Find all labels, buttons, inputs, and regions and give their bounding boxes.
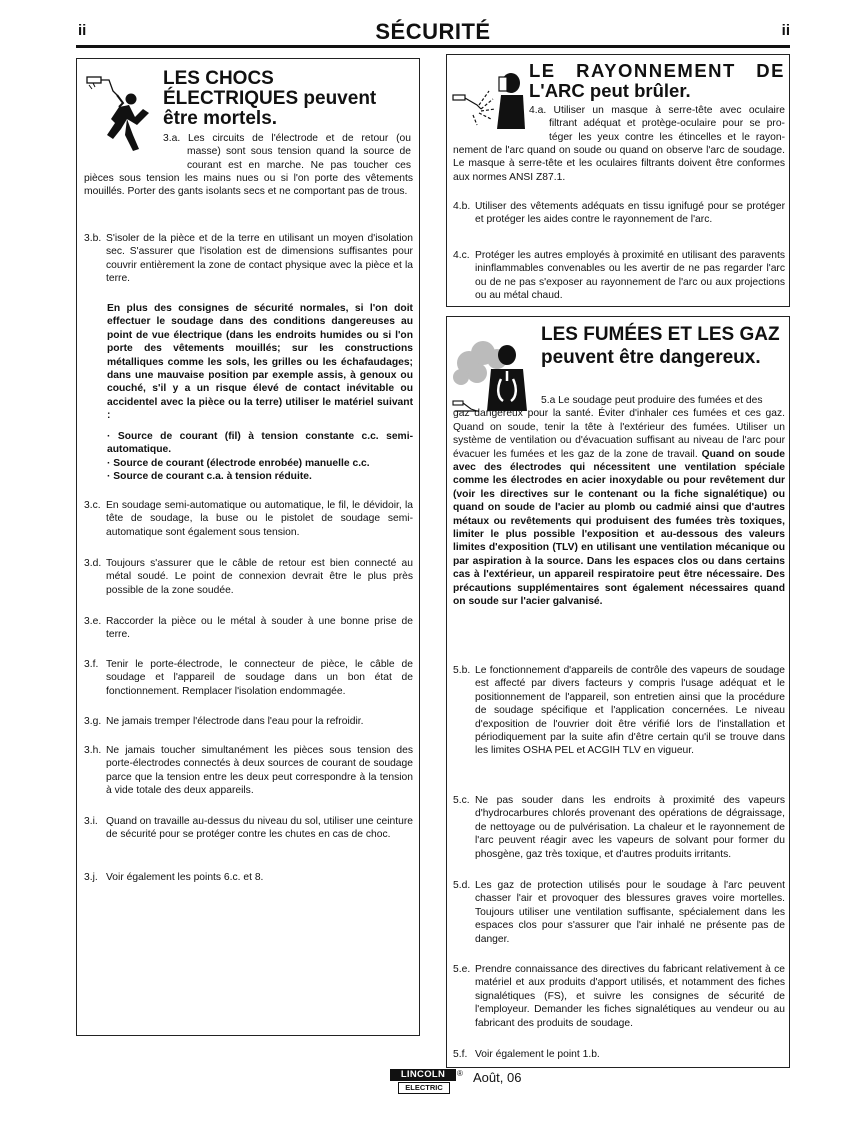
bullet-item: · Source de courant (électrode enrobée) manuelle c.c.	[107, 457, 370, 469]
logo-bottom-text: ELECTRIC	[398, 1082, 450, 1094]
radiation-heading-line1: LE RAYONNEMENT DE	[529, 60, 785, 81]
item-text: Ne jamais tremper l'électrode dans l'eau pour la refroidir.	[106, 716, 364, 727]
fumes-gases-section	[446, 316, 790, 1068]
item-text: Ne pas souder dans les endroits à proximité des vapeurs d'hydrocarbures chlorés provenant des opérations de dégraissage, de nettoyage ou de pulvérisation. La chaleur et le rayonnement de l'arc peuvent réagir avec les vapeurs de solvant pour former du phosgène, gaz très toxique, et d'autres produits irritants.	[475, 795, 785, 860]
item-text: Tenir le porte-électrode, le connecteur de pièce, le câble de soudage et l'appareil de soudage dans un bon état de fonctionnement. Remplacer l'isolation endommagée.	[106, 659, 413, 697]
item-text: Le fonctionnement d'appareils de contrôle des vapeurs de soudage est affecté par divers facteurs y compris l'usage adéquat et le positionnement de l'appareil, son entretien ainsi que la procédure de soudage spécifique et l'application concernées. Le niveau d'exposition de l'ouvrier doit être vérifié lors de l'installation et périodiquement par la suite afin d'être certain qu'il se trouve dans les limites OSHA PEL et ACGIH TLV en vigueur.	[475, 665, 785, 757]
radiation-intro-line1: 4.a. Utiliser un masque à serre-tête avec oculaire	[529, 105, 785, 116]
arc-radiation-icon	[451, 65, 527, 131]
item-number: 5.e.	[453, 964, 471, 975]
list-item	[453, 879, 785, 946]
item-text: Protéger les autres employés à proximité en utilisant des paravents ininflammables convenables ou les avertir de ne pas regarder l'arc ou de ne pas s'exposer au rayonnement de l'arc ou aux projections ou au métal chaud.	[475, 250, 785, 302]
list-item	[84, 871, 413, 884]
list-item	[453, 1048, 785, 1061]
list-item	[453, 963, 785, 1030]
shock-heading-line3: être mortels.	[163, 107, 278, 129]
item-number: 3.g.	[84, 716, 102, 727]
list-item	[84, 615, 413, 642]
item-number: 4.b.	[453, 201, 471, 212]
item-text: Voir également le point 1.b.	[475, 1049, 600, 1060]
footer-date: Août, 06	[473, 1070, 522, 1085]
shock-intro-rest: pièces sous tension les mains nues ou si l'on porte des vêtements mouillés. Porter des gants isolants secs et ne comportant pas de trous.	[84, 173, 413, 198]
shock-intro-line1: 3.a. Les circuits de l'électrode et de retour (ou	[163, 133, 411, 144]
list-item	[84, 715, 413, 728]
list-item	[453, 200, 785, 227]
list-item	[453, 664, 785, 758]
page-number-right: ii	[781, 22, 790, 39]
item-text: Ne jamais toucher simultanément les pièces sous tension des porte-électrodes connectés à deux sources de courant de soudage parce que la tension entre les deux peut correspondre à la tension à vide totale des deux appareils.	[106, 745, 413, 797]
item-number: 5.f.	[453, 1049, 468, 1060]
electric-shock-icon	[83, 73, 159, 153]
fumes-intro-first-line: 5.a Le soudage peut produire des fumées et des	[541, 395, 763, 406]
list-item	[84, 499, 413, 539]
fumes-intro-bold: Quand on soude avec des électrodes qui nécessitent une ventilation spéciale comme les électrodes en acier inoxydable ou pour revêtement dur (voir les directives sur le contenant ou la fiche signalétique) ou quand on soude de l'acier au plomb ou cadmié ainsi que d'autres métaux ou revêtements qui produisent des fumées très toxiques, limiter le plus possible l'exposition et au-dessous des valeurs limites d'exposition (TLV) en utilisant une ventilation mécanique ou par aspiration à la source. Dans les espaces clos ou dans certains cas à l'extérieur, un appareil respiratoire peut être nécessaire. Des précautions supplémentaires sont également nécessaires quand on soude sur l'acier galvanisé.	[453, 448, 785, 608]
fumes-intro-normal: gaz dangereux pour la santé. Éviter d'inhaler ces fumées et ces gaz. Quand on soude, tenir la tête à l'extérieur des fumées. Utiliser un système de ventilation ou d'évacuation suffisant au niveau de l'arc pour évacuer les fumées et les gaz de la zone de travail.	[453, 408, 785, 460]
bullet-item: · Source de courant (fil) à tension constante c.c. semi-automatique.	[107, 431, 413, 456]
list-item	[84, 658, 413, 698]
item-number: 3.i.	[84, 816, 98, 827]
list-item	[84, 232, 413, 286]
item-text: Utiliser des vêtements adéquats en tissu ignifugé pour se protéger et protéger les aides contre le rayonnement de l'arc.	[475, 201, 785, 226]
radiation-intro-rest: nement de l'arc quand on soude ou quand on observe l'arc de soudage. Le masque à serre-tête et les oculaires filtrants doivent être conformes aux normes ANSI Z87.1.	[453, 145, 785, 183]
arc-radiation-section	[446, 54, 790, 307]
shock-heading-line2: ÉLECTRIQUES peuvent	[163, 87, 377, 109]
item-text: Quand on travaille au-dessus du niveau du sol, utiliser une ceinture de sécurité pour se protéger contre les chutes en cas de choc.	[106, 816, 413, 841]
page-number-left: ii	[78, 22, 87, 39]
item-text: En soudage semi-automatique ou automatique, le fil, le dévidoir, la tête de soudage, la buse ou le pistolet de soudage semi-automatique sont également sous tension.	[106, 500, 413, 538]
item-text: Les gaz de protection utilisés pour le soudage à l'arc peuvent chasser l'air et provoquer des blessures graves voire mortelles. Toujours utiliser une ventilation suffisante, spécialement dans les espaces clos pour s'assurer que l'air inhalé ne présente pas de danger.	[475, 880, 785, 945]
item-number: 5.c.	[453, 795, 470, 806]
page-title: SÉCURITÉ	[375, 19, 491, 44]
shock-intro-line2: masse) sont sous tension quand la source de	[187, 146, 411, 158]
item-number: 3.j.	[84, 872, 98, 883]
item-number: 3.f.	[84, 659, 99, 670]
radiation-intro-line2: filtrant adéquat et protège-oculaire pour se pro-	[549, 118, 785, 130]
list-item	[84, 815, 413, 842]
item-text: S'isoler de la pièce et de la terre en utilisant un moyen d'isolation sec. S'assurer que l'isolation est de dimensions suffisantes pour couvrir entièrement la zone de contact physique avec la pièce et la terre.	[106, 233, 413, 285]
electric-shock-section	[76, 58, 420, 1036]
shock-intro-line3: courant est en marche. Ne pas toucher ces	[187, 159, 411, 171]
item-text: Prendre connaissance des directives du fabricant relativement à ce matériel et aux produits d'apport utilisés, et notamment des fiches signalétiques (FS), et suivre les consignes de sécurité de l'employeur. Demander les fiches signalétiques au vendeur ou au fabricant des produits de soudage.	[475, 964, 785, 1029]
fumes-heading-line1: LES FUMÉES ET LES GAZ	[541, 324, 780, 345]
item-number: 3.d.	[84, 558, 102, 569]
item-text: Raccorder la pièce ou le métal à souder à une bonne prise de terre.	[106, 616, 413, 641]
item-number: 5.d.	[453, 880, 471, 891]
shock-bullet-list	[107, 430, 413, 484]
item-number: 5.b.	[453, 665, 471, 676]
bullet-item: · Source de courant c.a. à tension réduite.	[107, 471, 312, 483]
item-number: 3.b.	[84, 233, 102, 244]
radiation-intro-line3: téger les yeux contre les étincelles et le rayon-	[549, 131, 785, 143]
list-item	[84, 744, 413, 798]
item-number: 3.c.	[84, 500, 101, 511]
list-item	[453, 794, 785, 861]
item-number: 3.h.	[84, 745, 102, 756]
shock-bold-paragraph: En plus des consignes de sécurité normales, si l'on doit effectuer le soudage dans des conditions dangereuses au point de vue électrique (dans les endroits humides ou si l'on porte des vêtements mouillés; sur les constructions métalliques comme les sols, les grilles ou les échafaudages; dans une mauvaise position par exemple assis, à genoux ou couché, s'il y a un risque élevé de contact inévitable ou accidentel avec la pièce ou la terre) utiliser le matériel suivant :	[107, 303, 413, 422]
item-text: Toujours s'assurer que le câble de retour est bien connecté au métal soudé. Le point de connexion devrait être le plus près possible de la zone soudée.	[106, 558, 413, 596]
radiation-heading-line2: L'ARC peut brûler.	[529, 80, 691, 101]
list-item	[453, 249, 785, 303]
item-number: 4.c.	[453, 250, 470, 261]
item-text: Voir également les points 6.c. et 8.	[106, 872, 264, 883]
lincoln-electric-logo	[390, 1069, 468, 1093]
header-rule	[76, 45, 790, 48]
logo-top-text: LINCOLN	[390, 1069, 456, 1081]
shock-heading-line1: LES CHOCS	[163, 68, 274, 89]
logo-registered-mark: ®	[457, 1069, 463, 1078]
item-number: 3.e.	[84, 616, 102, 627]
fumes-heading-line2: peuvent être dangereux.	[541, 347, 761, 368]
list-item	[84, 557, 413, 597]
